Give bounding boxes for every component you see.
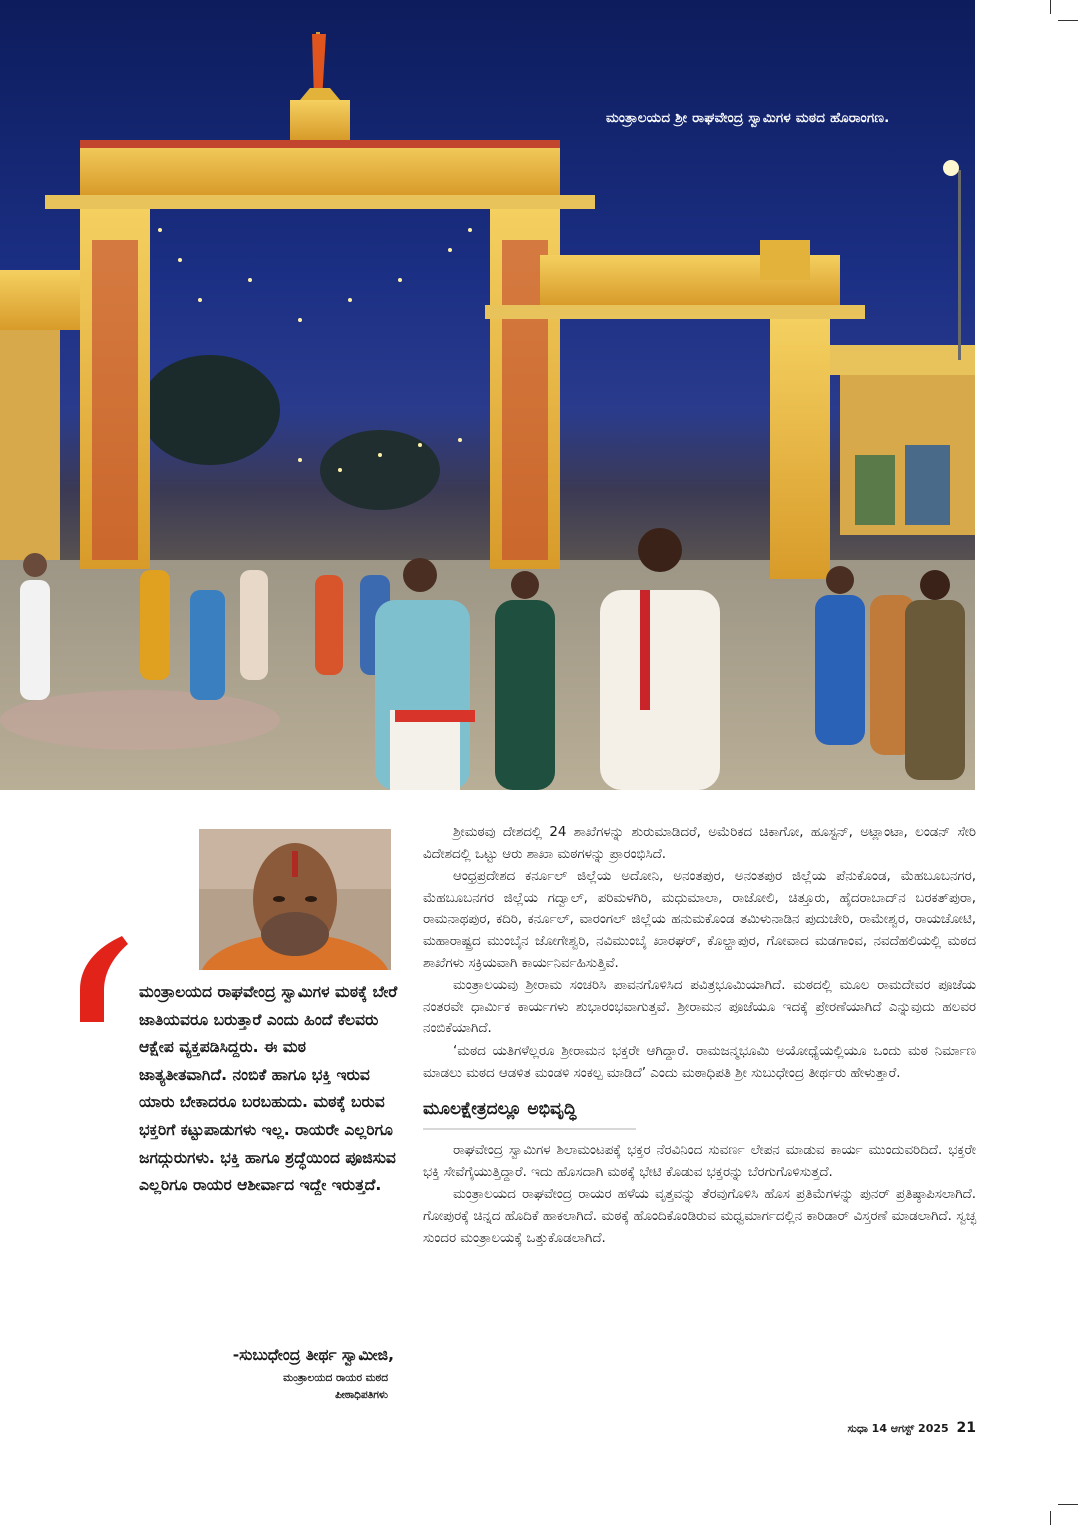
quote-author: -ಸುಬುಧೇಂದ್ರ ತೀರ್ಥ ಸ್ವಾಮೀಜಿ,	[232, 1346, 394, 1364]
page-footer	[840, 1419, 976, 1438]
article-paragraph: ಮಂತ್ರಾಲಯವು ಶ್ರೀರಾಮ ಸಂಚರಿಸಿ ಪಾವನಗೊಳಿಸಿದ ಪವಿತ್ರಭೂಮಿಯಾಗಿದೆ. ಮಠದಲ್ಲಿ ಮೂಲ ರಾಮದೇವರ ಪೂಜೆಯ ನಂತರವೇ ಧಾರ್ಮಿಕ ಕಾರ್ಯಗಳು ಶುಭಾರಂಭವಾಗುತ್ತವೆ. ಶ್ರೀರಾಮನ ಪೂಜೆಯೂ ಇದಕ್ಕೆ ಪ್ರೇರಣೆಯಾಗಿದೆ ಎನ್ನುವುದು ಹಲವರ ನಂಬಿಕೆಯಾಗಿದೆ.	[423, 978, 976, 1037]
crop-mark	[1058, 1504, 1078, 1505]
page-number: 21	[956, 1420, 976, 1436]
swamiji-portrait	[199, 829, 391, 970]
quote-mark-icon	[78, 930, 128, 1032]
article-paragraph: ಶ್ರೀಮಠವು ದೇಶದಲ್ಲಿ 24 ಶಾಖೆಗಳನ್ನು ಶುರುಮಾಡಿದರೆ, ಅಮೆರಿಕದ ಚಿಕಾಗೋ, ಹೂಸ್ಟನ್, ಅಟ್ಲಾಂಟಾ, ಲಂಡನ್ ಸೇರಿ ವಿದೇಶದಲ್ಲಿ ಒಟ್ಟು ಆರು ಶಾಖಾ ಮಠಗಳನ್ನು ಪ್ರಾರಂಭಿಸಿದೆ.	[423, 825, 976, 862]
crop-mark	[1058, 20, 1078, 21]
article-paragraph: ರಾಘವೇಂದ್ರ ಸ್ವಾಮಿಗಳ ಶಿಲಾಮಂಟಪಕ್ಕೆ ಭಕ್ತರ ನೆರವಿನಿಂದ ಸುವರ್ಣ ಲೇಪನ ಮಾಡುವ ಕಾರ್ಯ ಮುಂದುವರಿದಿದೆ. ಭಕ್ತರೇ ಭಕ್ತಿ ಸೇವೆಗೈಯುತ್ತಿದ್ದಾರೆ. ಇದು ಹೊಸದಾಗಿ ಮಠಕ್ಕೆ ಭೇಟಿ ಕೊಡುವ ಭಕ್ತರನ್ನು ಬೆರಗುಗೊಳಿಸುತ್ತದೆ.	[423, 1143, 976, 1180]
quote-role-line-1: ಮಂತ್ರಾಲಯದ ರಾಯರ ಮಠದ	[283, 1372, 388, 1384]
crop-mark	[1050, 0, 1051, 14]
magazine-name: ಸುಧಾ	[847, 1422, 868, 1435]
quote-author-role	[166, 1370, 388, 1404]
article-subheading: ಮೂಲಕ್ಷೇತ್ರದಲ್ಲೂ ಅಭಿವೃದ್ಧಿ	[423, 1096, 636, 1130]
pull-quote-text: ಮಂತ್ರಾಲಯದ ರಾಘವೇಂದ್ರ ಸ್ವಾಮಿಗಳ ಮಠಕ್ಕೆ ಬೇರೆ ಜಾತಿಯವರೂ ಬರುತ್ತಾರೆ ಎಂದು ಹಿಂದೆ ಕೆಲವರು ಆಕ್ಷೇಪ ವ್ಯಕ್ತಪಡಿಸಿದ್ದರು. ಈ ಮಠ ಜಾತ್ಯತೀತವಾಗಿದೆ. ನಂಬಿಕೆ ಹಾಗೂ ಭಕ್ತಿ ಇರುವ ಯಾರು ಬೇಕಾದರೂ ಬರಬಹುದು. ಮಠಕ್ಕೆ ಬರುವ ಭಕ್ತರಿಗೆ ಕಟ್ಟುಪಾಡುಗಳು ಇಲ್ಲ. ರಾಯರೇ ಎಲ್ಲರಿಗೂ ಜಗದ್ಗುರುಗಳು. ಭಕ್ತಿ ಹಾಗೂ ಶ್ರದ್ಧೆಯಿಂದ ಪೂಜಿಸುವ ಎಲ್ಲರಿಗೂ ರಾಯರ ಆಶೀರ್ವಾದ ಇದ್ದೇ ಇರುತ್ತದೆ.	[139, 983, 398, 1195]
quote-role-line-2: ಪೀಠಾಧಿಪತಿಗಳು	[335, 1389, 388, 1401]
portrait-illustration	[199, 829, 391, 970]
crop-mark	[1050, 1511, 1051, 1525]
article-paragraph: ‘ಮಠದ ಯತಿಗಳೆಲ್ಲರೂ ಶ್ರೀರಾಮನ ಭಕ್ತರೇ ಆಗಿದ್ದಾರೆ. ರಾಮಜನ್ಮಭೂಮಿ ಅಯೋಧ್ಯೆಯಲ್ಲಿಯೂ ಒಂದು ಮಠ ನಿರ್ಮಾಣ ಮಾಡಲು ಮಠದ ಆಡಳಿತ ಮಂಡಳಿ ಸಂಕಲ್ಪ ಮಾಡಿದೆ’ ಎಂದು ಮಠಾಧಿಪತಿ ಶ್ರೀ ಸುಬುಧೇಂದ್ರ ತೀರ್ಥರು ಹೇಳುತ್ತಾರೆ.	[423, 1043, 976, 1081]
hero-photo	[0, 0, 975, 790]
hero-caption: ಮಂತ್ರಾಲಯದ ಶ್ರೀ ರಾಘವೇಂದ್ರ ಸ್ವಾಮಿಗಳ ಮಠದ ಹೊರಾಂಗಣ.	[606, 110, 890, 126]
article-paragraph: ಮಂತ್ರಾಲಯದ ರಾಘವೇಂದ್ರ ರಾಯರ ಹಳೆಯ ವೃತ್ತವನ್ನು ತೆರವುಗೊಳಿಸಿ ಹೊಸ ಪ್ರತಿಮೆಗಳನ್ನು ಪುನರ್ ಪ್ರತಿಷ್ಠಾಪಿಸಲಾಗಿದೆ. ಗೋಪುರಕ್ಕೆ ಚಿನ್ನದ ಹೊದಿಕೆ ಹಾಕಲಾಗಿದೆ. ಮಠಕ್ಕೆ ಹೊಂದಿಕೊಂಡಿರುವ ಮಧ್ವಮಾರ್ಗದಲ್ಲಿನ ಕಾರಿಡಾರ್ ವಿಸ್ತರಣೆ ಮಾಡಲಾಗಿದೆ. ಸ್ವಚ್ಛ ಸುಂದರ ಮಂತ್ರಾಲಯಕ್ಕೆ ಒತ್ತುಕೊಡಲಾಗಿದೆ.	[423, 1187, 976, 1246]
issue-date: 14 ಆಗಸ್ಟ್ 2025	[871, 1422, 949, 1435]
article-paragraph: ಆಂಧ್ರಪ್ರದೇಶದ ಕರ್ನೂಲ್ ಜಿಲ್ಲೆಯ ಅದೋನಿ, ಅನಂತಪುರ, ಅನಂತಪುರ ಜಿಲ್ಲೆಯ ಪೆನುಕೊಂಡ, ಮೆಹಬೂಬನಗರ, ಮೆಹಬೂಬನಗರ ಜಿಲ್ಲೆಯ ಗದ್ವಾಲ್, ಪರಿಮಳಗಿರಿ, ಮಧುಮಾಲಾ, ರಾಜೋಲಿ, ಚಿತ್ತೂರು, ಹೈದರಾಬಾದ್‌ನ ಬರಕತ್‌ಪುರಾ, ರಾಮನಾಥಪುರ, ಕದಿರಿ, ಕರ್ನೂಲ್, ವಾರಂಗಲ್ ಜಿಲ್ಲೆಯ ಹನುಮಕೊಂಡ ತಮಿಳುನಾಡಿನ ಪುದುಚೇರಿ, ರಾಮೇಶ್ವರ, ರಾಯಚೋಟಿ, ಮಹಾರಾಷ್ಟ್ರದ ಮುಂಬೈನ ಜೋಗೇಶ್ವರಿ, ನವಿಮುಂಬೈ ಖಾರಘರ್, ಕೊಲ್ಹಾಪುರ, ಗೋವಾದ ಮಡಗಾಂವ, ನವದೆಹಲಿಯಲ್ಲಿ ಮಠದ ಶಾಖೆಗಳು ಸಕ್ರಿಯವಾಗಿ ಕಾರ್ಯನಿರ್ವಹಿಸುತ್ತಿವೆ.	[423, 869, 976, 971]
article-body	[423, 822, 976, 1250]
